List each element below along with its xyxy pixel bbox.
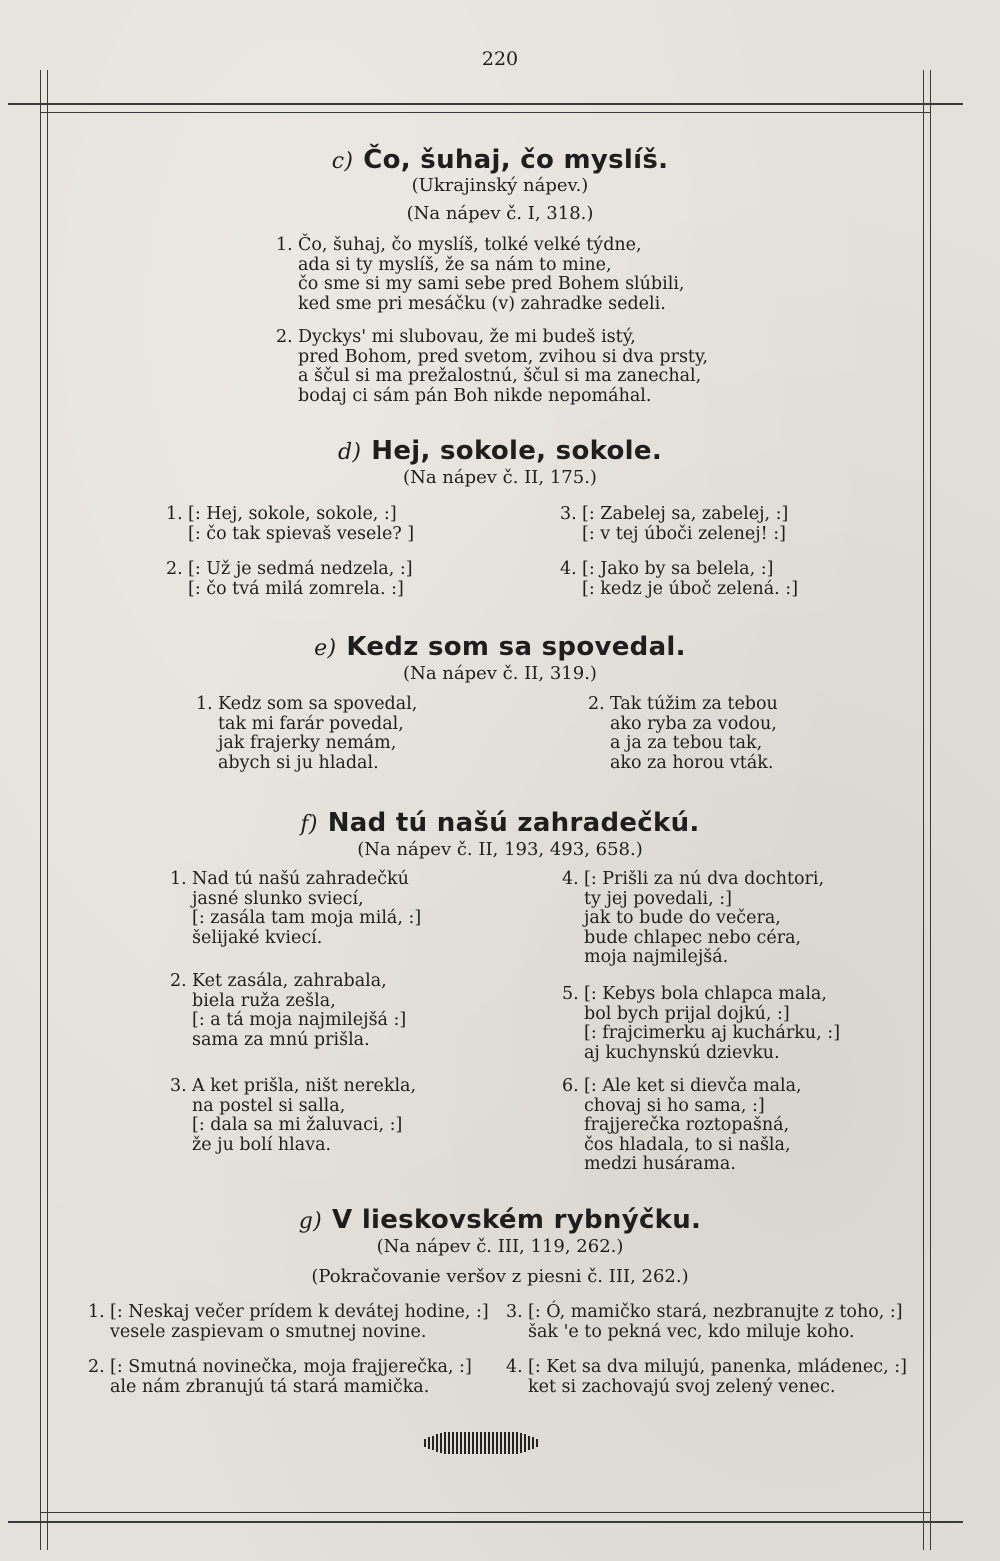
verse-number: 4. [562,869,579,889]
verse-line: A ket prišla, ništ nerekla, [192,1076,417,1096]
section-title-text: Hej, sokole, sokole. [371,436,662,466]
verse-number: 1. [170,869,187,889]
verse-line: Kedz som sa spovedal, [218,694,418,714]
section-d-title [0,436,1000,466]
verse-line: sama za mnú prišla. [192,1029,370,1050]
verse-line: tak mi farár povedal, [218,713,404,734]
section-d-verse-2 [166,559,413,599]
section-f-verse-3 [170,1076,417,1155]
verse-line: [: v tej úboči zelenej! :] [582,523,786,544]
verse-line: [: Zabelej sa, zabelej, :] [582,504,789,524]
section-e-verse-1 [196,694,418,773]
verse-line: bol bych prijal dojkú, :] [584,1003,790,1024]
section-g-tune-ref: (Na nápev č. III, 119, 262.) [376,1236,624,1257]
verse-line: medzi husárama. [584,1154,736,1174]
verse-line: pred Bohom, pred svetom, zvihou si dva prsty, [298,346,709,367]
verse-line: Nad tú našú zahradečkú [192,869,409,889]
verse-number: 3. [506,1302,523,1322]
verse-line: [: Smutná novinečka, moja frajjerečka, :] [110,1357,472,1377]
section-f-verse-1 [170,869,422,948]
top-rule-outer [8,103,963,105]
verse-line: ked sme pri mesáčku (v) zahradke sedeli. [298,293,666,314]
verse-line: chovaj si ho sama, :] [584,1095,765,1116]
section-c-verse-1 [276,235,685,314]
verse-line: [: čo tak spievaš vesele? ] [188,523,415,544]
bottom-rule-outer [8,1521,963,1523]
verse-line: [: Hej, sokole, sokole, :] [188,504,397,524]
section-f-title [0,808,1000,838]
section-e-title [0,632,1000,662]
verse-line: ako ryba za vodou, [610,713,777,734]
verse-line: ty jej povedali, :] [584,888,732,909]
verse-number: 3. [560,504,577,524]
verse-line: jak frajerky nemám, [218,733,397,753]
verse-number: 1. [276,235,293,255]
section-g-verse-1 [88,1302,489,1342]
section-f-verse-2 [170,971,407,1050]
section-c-tune-ref: (Na nápev č. I, 318.) [406,203,594,224]
verse-line: Dyckys' mi slubovau, že mi budeš istý, [298,327,636,347]
verse-line: biela ruža zešla, [192,990,336,1011]
section-c-origin: (Ukrajinský nápev.) [411,175,589,196]
verse-line: [: zasála tam moja milá, :] [192,908,422,928]
section-g-verse-4 [506,1357,907,1397]
verse-line: [: dala sa mi žaluvaci, :] [192,1115,403,1135]
verse-line: Tak túžim za tebou [610,694,778,714]
verse-line: [: kedz je úboč zelená. :] [582,578,799,599]
verse-line: [: Kebys bola chlapca mala, [584,984,827,1004]
section-g-verse-3 [506,1302,903,1342]
verse-line: [: Neskaj večer prídem k devátej hodine, :] [110,1302,489,1322]
verse-line: abych si ju hladal. [218,752,379,773]
verse-line: ale nám zbranujú tá stará mamička. [110,1376,430,1397]
verse-number: 2. [166,559,183,579]
verse-line: moja najmilejšá. [584,947,729,967]
section-letter: c) [331,149,354,174]
verse-line: [: Ket sa dva milujú, panenka, mládenec, :] [528,1357,907,1377]
section-f-tune-ref: (Na nápev č. II, 193, 493, 658.) [357,839,643,860]
verse-line: [: a tá moja najmilejšá :] [192,1010,407,1030]
section-g-continuation-note: (Pokračovanie veršov z piesni č. III, 262.) [311,1266,689,1287]
verse-line: aj kuchynskú dzievku. [584,1042,780,1063]
section-title-text: V lieskovském rybnýčku. [332,1205,702,1235]
section-d-verse-3 [560,504,789,544]
verse-number: 2. [276,327,293,347]
verse-number: 6. [562,1076,579,1096]
verse-line: bude chlapec nebo céra, [584,927,802,948]
section-d-verse-4 [560,559,799,599]
section-title-text: Kedz som sa spovedal. [346,632,686,662]
verse-line: [: frajcimerku aj kuchárku, :] [584,1023,841,1043]
verse-line: Čo, šuhaj, čo myslíš, tolké velké týdne, [298,235,642,255]
verse-number: 2. [588,694,605,714]
section-e-verse-2 [588,694,778,773]
section-f-verse-4 [562,869,825,968]
verse-line: frajjerečka roztopašná, [584,1115,790,1135]
verse-line: [: Prišli za nú dva dochtori, [584,869,825,889]
verse-line: [: Ó, mamičko stará, nezbranujte z toho, :] [528,1302,903,1322]
section-d-verse-1 [166,504,415,544]
verse-number: 3. [170,1076,187,1096]
section-f-verse-5 [562,984,841,1063]
section-c-title [0,145,1000,175]
verse-line: čos hladala, to si našla, [584,1134,791,1155]
section-g-title [0,1205,1000,1235]
verse-line: na postel si salla, [192,1095,346,1116]
verse-line: šelijaké kviecí. [192,927,323,948]
section-e-tune-ref: (Na nápev č. II, 319.) [403,663,597,684]
verse-line: a ja za tebou tak, [610,733,763,753]
verse-number: 4. [506,1357,523,1377]
section-d-tune-ref: (Na nápev č. II, 175.) [403,467,597,488]
section-title-text: Čo, šuhaj, čo myslíš. [363,145,669,175]
verse-number: 2. [170,971,187,991]
verse-number: 4. [560,559,577,579]
section-letter: g) [298,1209,323,1234]
verse-line: [: Už je sedmá nedzela, :] [188,559,413,579]
verse-number: 5. [562,984,579,1004]
verse-line: ada si ty myslíš, že sa nám to mine, [298,254,612,275]
top-rule-inner [40,112,930,113]
end-ornament-icon [421,1430,541,1456]
verse-line: šak 'e to pekná vec, kdo miluje koho. [528,1321,855,1342]
section-c-verse-2 [276,327,709,406]
verse-line: [: Ale ket si dievča mala, [584,1076,802,1096]
verse-line: ako za horou vták. [610,752,774,773]
verse-number: 1. [166,504,183,524]
verse-line: čo sme si my sami sebe pred Bohem slúbili, [298,274,685,294]
verse-number: 2. [88,1357,105,1377]
verse-line: [: čo tvá milá zomrela. :] [188,578,404,599]
section-f-verse-6 [562,1076,802,1175]
verse-number: 1. [88,1302,105,1322]
verse-line: jasné slunko sviecí, [192,888,364,909]
verse-line: ket si zachovajú svoj zelený venec. [528,1376,836,1397]
bottom-rule-inner [40,1512,930,1513]
verse-line: vesele zaspievam o smutnej novine. [110,1321,427,1342]
verse-number: 1. [196,694,213,714]
section-g-verse-2 [88,1357,472,1397]
verse-line: že ju bolí hlava. [192,1134,332,1155]
verse-line: bodaj ci sám pán Boh nikde nepomáhal. [298,385,652,406]
verse-line: Ket zasála, zahrabala, [192,971,387,991]
page-number: 220 [481,48,519,70]
section-letter: e) [314,636,337,661]
verse-line: [: Jako by sa belela, :] [582,559,774,579]
section-title-text: Nad tú našú zahradečkú. [327,808,700,838]
verse-line: jak to bude do večera, [584,908,781,928]
verse-line: a ščul si ma prežalostnú, ščul si ma zanechal, [298,366,702,386]
section-letter: d) [338,440,362,465]
section-letter: f) [300,812,318,837]
